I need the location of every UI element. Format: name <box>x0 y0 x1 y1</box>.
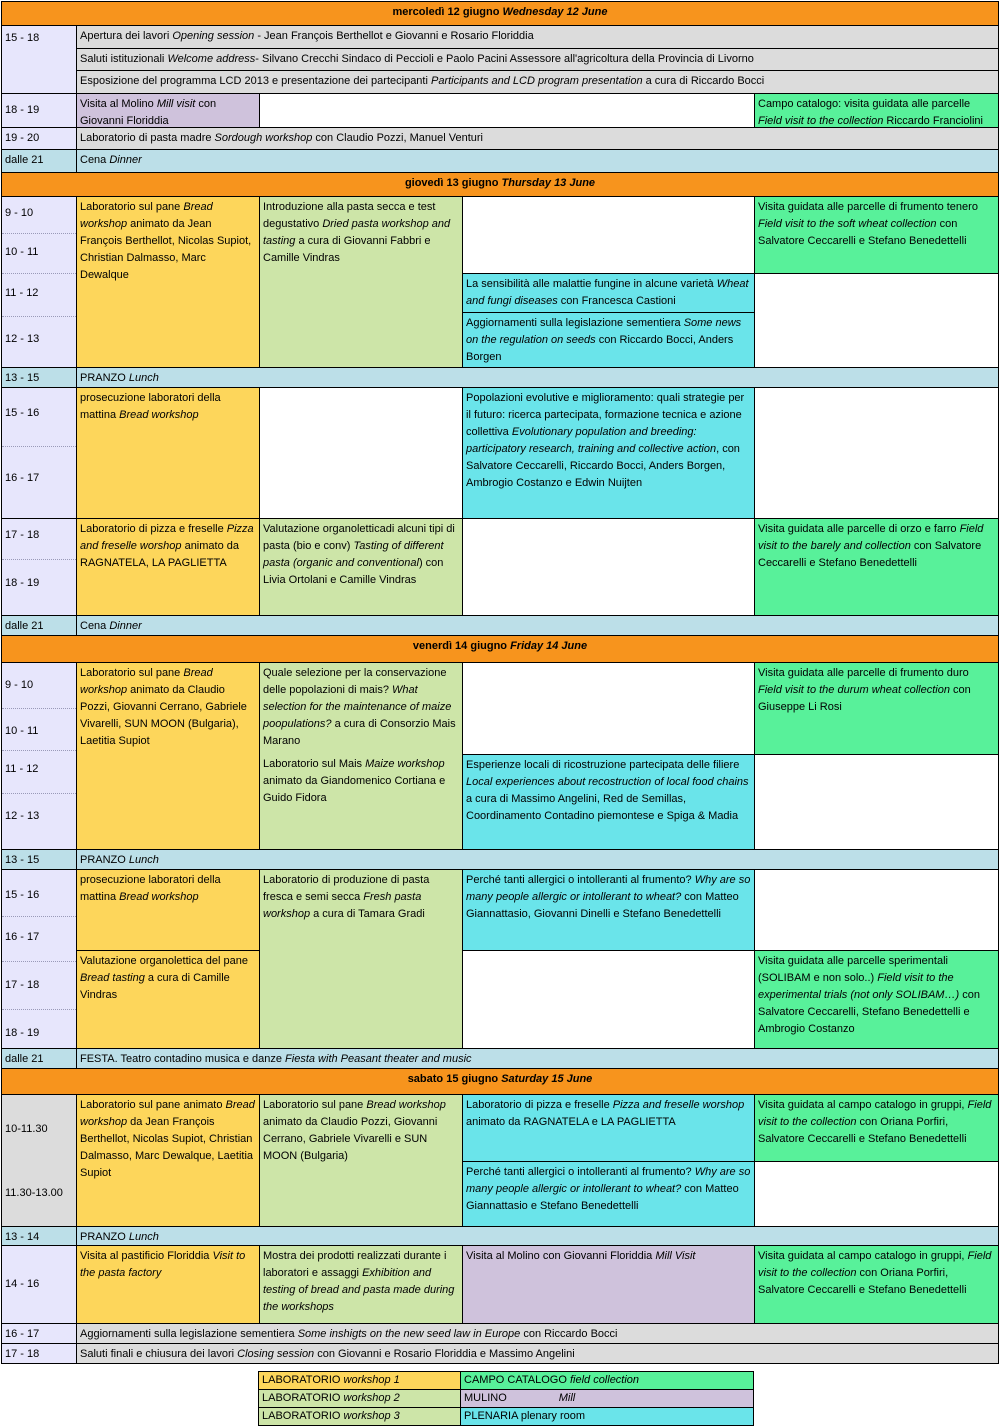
english-text: Field visit to the soft wheat collection <box>758 218 937 230</box>
detail-text: a cura di Camille Vindras <box>80 972 230 1001</box>
legend-label-english: workshop 3 <box>343 1410 400 1422</box>
time-divider <box>2 316 76 317</box>
english-text: Dried pasta workshop and tasting <box>263 218 451 247</box>
italian-text: prosecuzione laboratori della mattina <box>80 392 221 421</box>
detail-text: animato da Giandomenico Cortiana e Guido Fidora <box>263 775 446 804</box>
fresh-pasta-workshop <box>259 869 463 1049</box>
time-slot <box>1 1048 77 1069</box>
time-divider <box>2 273 76 274</box>
italian-text: Cena <box>80 620 110 632</box>
bread-workshop-continued <box>76 387 260 519</box>
time-label: 15 - 16 <box>5 407 40 419</box>
time-label: 13 - 15 <box>5 854 40 866</box>
english-text: Tasting of different pasta (organic and conventional <box>263 540 444 569</box>
italian-text: Mostra dei prodotti realizzati durante i laboratori e assaggi <box>263 1250 447 1279</box>
time-label: 13 - 14 <box>5 1231 40 1243</box>
italian-text: Visita al Molino <box>80 98 157 110</box>
detail-text: ) con Livia Ortolani e Camille Vindras <box>263 557 444 586</box>
english-text: Field visit to the collection <box>758 115 884 127</box>
dinner <box>76 615 999 636</box>
detail-text: Riccardo Franciolini <box>883 115 983 127</box>
english-text: Bread tasting <box>80 972 145 984</box>
bread-workshop <box>76 196 260 368</box>
italian-text: Laboratorio sul pane <box>80 667 184 679</box>
time-divider <box>2 961 76 962</box>
legend-label: LABORATORIO <box>262 1374 344 1386</box>
schedule-table <box>1 1 999 1363</box>
time-divider <box>2 559 76 560</box>
english-text: Dinner <box>109 154 142 166</box>
english-text: Lunch <box>128 372 159 384</box>
detail-text: con Salvatore Ceccarelli, Stefano Benedettelli e Ambrogio Costanzo <box>758 989 980 1035</box>
italian-text: Valutazione organoletticadi alcuni tipi di pasta (bio e conv) <box>263 523 455 552</box>
empty-slot <box>462 950 755 1049</box>
detail-text: animato da Jean François Berthellot, Nicolas Supiot, Christian Dalmasso, Marc Dewalque <box>80 218 252 281</box>
detail-text: - Jean François Berthellot e Giovanni e Rosario Floriddia <box>254 30 534 42</box>
detail-text: con Salvatore Ceccarelli e Stefano Benedettelli <box>758 218 967 247</box>
italian-text: Quale selezione per la conservazione delle popolazioni di mais? <box>263 667 447 696</box>
legend-item <box>460 1371 754 1390</box>
day-title-english: Friday 14 June <box>510 640 588 652</box>
detail-text: con Giovanni Floriddia <box>80 98 217 127</box>
time-label: 9 - 10 <box>5 679 34 691</box>
time-slot <box>1 869 77 1049</box>
bread-workshop <box>76 662 260 850</box>
italian-text: Laboratorio sul pane animato <box>80 1099 226 1111</box>
italian-text: Saluti istituzionali <box>80 53 168 65</box>
italian-text: PRANZO <box>80 1231 129 1243</box>
field-visit-experimental <box>754 950 999 1049</box>
italian-text: PRANZO <box>80 854 129 866</box>
italian-text: Aggiornamenti sulla legislazione sementiera <box>80 1328 298 1340</box>
time-slot <box>1 662 77 850</box>
time-slot <box>1 1094 77 1227</box>
english-text: Some inshigts on the new seed law in Europe <box>297 1328 521 1340</box>
detail-text: da Jean François Berthellot, Nicolas Supiot, Christian Dalmasso, Marc Dewalque, Laetitia Supiot <box>80 1116 254 1179</box>
plenary-opening <box>76 25 999 49</box>
english-text: Why are so many people allergic or intollerant to wheat? <box>466 874 751 903</box>
time-label: 19 - 20 <box>5 132 40 144</box>
field-visit-durum-wheat <box>754 662 999 755</box>
time-divider <box>2 750 76 751</box>
english-text: Field visit to the experimental trials (not only SOLIBAM…) <box>758 972 960 1001</box>
time-slot <box>1 1343 77 1364</box>
english-text: Bread workshop <box>80 1099 255 1128</box>
lunch <box>76 849 999 870</box>
english-text: Bread workshop <box>366 1099 446 1111</box>
english-text: Pizza and freselle worshop <box>612 1099 745 1111</box>
empty-slot <box>462 196 755 274</box>
day-title: venerdì 14 giugno <box>412 640 511 652</box>
english-text: Opening session <box>172 30 255 42</box>
detail-text: con Riccardo Bocci, Anders Borgen <box>466 334 734 363</box>
talk-local-experiences <box>462 754 755 850</box>
plenary-presentation <box>76 70 999 94</box>
time-slot <box>1 149 77 173</box>
italian-text: Visita guidata alle parcelle di frumento tenero <box>758 201 978 213</box>
english-text: Field visit to the durum wheat collection <box>758 684 950 696</box>
legend-item <box>460 1407 754 1426</box>
time-label: 17 - 18 <box>5 979 40 991</box>
time-label: 11 - 12 <box>5 763 39 775</box>
time-label: 18 - 19 <box>5 1027 40 1039</box>
detail-text: animato da Claudio Pozzi, Giovanni Cerrano, Gabriele Vivarelli, SUN MOON (Bulgaria), Laetitia Supiot <box>80 684 247 747</box>
italian-text: Esposizione del programma LCD 2013 e presentazione dei partecipanti <box>80 75 431 87</box>
detail-text: , con Salvatore Ceccarelli, Riccardo Bocci, Anders Borgen, Ambrogio Costanzo e Edwin Nuijten <box>466 443 740 489</box>
english-text: Sordough workshop <box>214 132 313 144</box>
time-label: 15 - 16 <box>5 889 40 901</box>
italian-text: Aggiornamenti sulla legislazione sementiera <box>466 317 684 329</box>
time-divider <box>2 708 76 709</box>
legend-item <box>258 1389 461 1408</box>
empty-slot <box>754 754 999 850</box>
time-slot <box>1 25 77 94</box>
time-label: 10 - 11 <box>5 246 39 258</box>
legend-label: CAMPO CATALOGO <box>464 1374 570 1386</box>
plenary-welcome <box>76 48 999 71</box>
empty-slot <box>259 93 755 128</box>
detail-text: animato da Claudio Pozzi, Giovanni Cerrano, Gabriele Vivarelli e SUN MOON (Bulgaria) <box>263 1116 438 1162</box>
time-divider <box>2 446 76 447</box>
english-text: Welcome address <box>167 53 256 65</box>
detail-text: con Giuseppe Li Rosi <box>758 684 971 713</box>
italian-text: Laboratorio di pasta madre <box>80 132 215 144</box>
day-title-english: Thursday 13 June <box>501 177 596 189</box>
field-visit-barley <box>754 518 999 616</box>
time-label: 11.30-13.00 <box>5 1187 63 1199</box>
italian-text: prosecuzione laboratori della mattina <box>80 874 221 903</box>
italian-text: Perché tanti allergici o intolleranti al frumento? <box>466 1166 695 1178</box>
english-text: Dinner <box>109 620 142 632</box>
italian-text: PRANZO <box>80 372 129 384</box>
italian-text: Esperienze locali di ricostruzione partecipata delle filiere <box>466 759 740 771</box>
legend-label-english: field collection <box>569 1374 640 1386</box>
english-text: Visit to the pasta factory <box>80 1250 246 1279</box>
time-slot <box>1 196 77 368</box>
detail-text: - Silvano Crecchi Sindaco di Peccioli e Paolo Pacini Assessore all'agricoltura della Provincia di Livorno <box>255 53 754 65</box>
english-text: Pizza and freselle worshop <box>80 523 254 552</box>
day-header <box>1 1 999 26</box>
english-text: Lunch <box>128 1231 159 1243</box>
talk-wheat-allergy <box>462 869 755 951</box>
detail-text: a cura di Massimo Angelini, Red de Semillas, Coordinamento Contadino piemontese e Spiga & Madia <box>466 793 739 822</box>
talk-fungi-diseases <box>462 273 755 313</box>
english-text: Lunch <box>128 854 159 866</box>
detail-text: con Oriana Porfiri, Salvatore Ceccarelli e Stefano Benedettelli <box>758 1267 967 1296</box>
bread-workshop-continued <box>76 869 260 951</box>
time-label: 16 - 17 <box>5 472 40 484</box>
time-divider <box>2 233 76 234</box>
time-slot <box>1 387 77 519</box>
time-slot <box>1 518 77 616</box>
empty-slot <box>754 387 999 519</box>
time-slot <box>1 367 77 388</box>
english-text: Some news on the regulation on seeds <box>466 317 742 346</box>
legend-label: MULINO <box>464 1392 559 1404</box>
lunch <box>76 367 999 388</box>
lunch <box>76 1226 999 1246</box>
time-label: 10 - 11 <box>5 725 39 737</box>
english-text: Field visit to the barely and collection <box>758 523 984 552</box>
legend-label: LABORATORIO <box>262 1392 344 1404</box>
time-label: 9 - 10 <box>5 207 34 219</box>
italian-text: Visita guidata alle parcelle sperimentali (SOLIBAM e non solo..) <box>758 955 948 984</box>
fiesta <box>76 1048 999 1069</box>
english-text: Mill visit <box>156 98 196 110</box>
english-text: Fresh pasta workshop <box>263 891 422 920</box>
detail-text: con Oriana Porfiri, Salvatore Ceccarelli e Stefano Benedettelli <box>758 1116 967 1145</box>
legend-label: PLENARIA plenary room <box>464 1410 586 1422</box>
time-label: dalle 21 <box>5 1053 44 1065</box>
time-slot <box>1 615 77 636</box>
day-title: mercoledì 12 giugno <box>392 6 503 18</box>
legend-item <box>258 1371 461 1390</box>
english-text: Evolutionary population and breeding: participatory research, training and collective action <box>466 426 717 455</box>
detail-text: con Salvatore Ceccarelli e Stefano Benedettelli <box>758 540 982 569</box>
italian-text: Cena <box>80 154 110 166</box>
time-label: 14 - 16 <box>5 1278 40 1290</box>
legend-item <box>460 1389 754 1408</box>
legend-label-english: workshop 1 <box>343 1374 400 1386</box>
italian-text: Valutazione organolettica del pane <box>80 955 248 967</box>
time-label: 12 - 13 <box>5 810 40 822</box>
legend-label-english: Mill <box>558 1392 576 1404</box>
day-header <box>1 1068 999 1095</box>
italian-text: Visita guidata al campo catalogo in gruppi, <box>758 1099 968 1111</box>
bread-tasting <box>76 950 260 1049</box>
bread-workshop <box>76 1094 260 1227</box>
bread-workshop-2 <box>259 1094 463 1227</box>
products-exhibition <box>259 1245 463 1324</box>
day-title: giovedì 13 giugno <box>404 177 502 189</box>
detail-text: con Matteo Giannattasio, Giovanni Dinelli e Stefano Benedettelli <box>466 891 739 920</box>
legend-label-english: workshop 2 <box>343 1392 400 1404</box>
english-text: Exhibition and testing of bread and pasta made during the workshops <box>263 1267 455 1313</box>
english-text: Closing session <box>237 1348 315 1360</box>
pizza-workshop <box>462 1094 755 1162</box>
english-text: Bread workshop <box>80 201 213 230</box>
italian-text: Introduzione alla pasta secca e test degustativo <box>263 201 436 230</box>
dinner <box>76 149 999 173</box>
time-label: 15 - 18 <box>5 32 40 44</box>
english-text: Mill Visit <box>655 1250 696 1262</box>
pasta-factory-visit <box>76 1245 260 1324</box>
color-legend <box>258 1371 754 1425</box>
day-header <box>1 635 999 663</box>
italian-text: Laboratorio di produzione di pasta fresca e semi secca <box>263 874 430 903</box>
time-label: 16 - 17 <box>5 1328 40 1340</box>
time-slot <box>1 1323 77 1344</box>
italian-text: Visita al Molino con Giovanni Floriddia <box>466 1250 656 1262</box>
italian-text: Laboratorio sul pane <box>80 201 184 213</box>
day-title-english: Saturday 15 June <box>501 1073 593 1085</box>
detail-text: a cura di Consorzio Mais Marano <box>263 718 456 747</box>
day-title: sabato 15 giugno <box>407 1073 502 1085</box>
detail-text: con Francesca Castioni <box>557 295 676 307</box>
time-label: 16 - 17 <box>5 931 40 943</box>
english-text: Local experiences about recostruction of local food chains <box>466 776 749 788</box>
english-text: Fiesta with Peasant theater and music <box>285 1053 472 1065</box>
italian-text: Apertura dei lavori <box>80 30 173 42</box>
time-label: 17 - 18 <box>5 529 40 541</box>
english-text: Maize workshop <box>365 758 445 770</box>
italian-text: Perché tanti allergici o intolleranti al frumento? <box>466 874 695 886</box>
english-text: Field visit to the collection <box>758 1099 992 1128</box>
italian-text: Popolazioni evolutive e miglioramento: quali strategie per il futuro: ricerca partecipata, formazione tecnica e azione collettiva <box>466 392 745 438</box>
english-text: Participants and LCD program presentation <box>431 75 643 87</box>
detail-text: a cura di Tamara Gradi <box>310 908 425 920</box>
talk-seed-regulation <box>462 312 755 368</box>
time-label: 13 - 15 <box>5 372 40 384</box>
empty-slot <box>462 662 755 755</box>
english-text: What selection for the maintenance of maize poopulations? <box>263 684 452 730</box>
time-label: 18 - 19 <box>5 104 40 116</box>
time-label: 17 - 18 <box>5 1348 40 1360</box>
detail-text: a cura di Riccardo Bocci <box>642 75 765 87</box>
italian-text: Campo catalogo: visita guidata alle parcelle <box>758 98 971 110</box>
talk-seed-law <box>76 1323 999 1344</box>
italian-text: Visita guidata alle parcelle di frumento duro <box>758 667 969 679</box>
time-label: 12 - 13 <box>5 333 40 345</box>
detail-text: con Riccardo Bocci <box>520 1328 618 1340</box>
closing-session <box>76 1343 999 1364</box>
time-slot <box>1 127 77 150</box>
legend-item <box>258 1407 461 1426</box>
english-text: Bread workshop <box>119 409 199 421</box>
time-slot <box>1 1245 77 1324</box>
english-text: Bread workshop <box>80 667 213 696</box>
detail-text: con Matteo Giannattasio e Stefano Benedettelli <box>466 1183 739 1212</box>
field-visit-soft-wheat <box>754 196 999 274</box>
field-visit-groups <box>754 1245 999 1324</box>
mill-visit <box>462 1245 755 1324</box>
maize-workshop <box>263 756 457 807</box>
detail-text: a cura di Giovanni Fabbri e Camille Vindras <box>263 235 431 264</box>
english-text: Why are so many people allergic or intollerant to wheat? <box>466 1166 751 1195</box>
time-divider <box>2 1009 76 1010</box>
time-label: 11 - 12 <box>5 287 39 299</box>
legend-label: LABORATORIO <box>262 1410 344 1422</box>
italian-text: Visita guidata alle parcelle di orzo e farro <box>758 523 960 535</box>
time-label: dalle 21 <box>5 620 44 632</box>
italian-text: Visita guidata al campo catalogo in gruppi, <box>758 1250 968 1262</box>
italian-text: Laboratorio sul pane <box>263 1099 367 1111</box>
english-text: Wheat and fungi diseases <box>466 278 749 307</box>
talk-wheat-allergy <box>462 1161 755 1227</box>
italian-text: Laboratorio di pizza e freselle <box>80 523 227 535</box>
english-text: Field visit to the collection <box>758 1250 992 1279</box>
time-slot <box>1 93 77 128</box>
time-label: 10-11.30 <box>5 1123 48 1135</box>
italian-text: Saluti finali e chiusura dei lavori <box>80 1348 238 1360</box>
field-visit <box>754 93 999 128</box>
talk-evolutionary-populations <box>462 387 755 519</box>
day-header <box>1 172 999 197</box>
time-divider <box>2 916 76 917</box>
pizza-workshop <box>76 518 260 616</box>
dried-pasta-workshop <box>259 196 463 368</box>
field-visit-groups <box>754 1094 999 1162</box>
empty-slot <box>754 1161 999 1227</box>
empty-slot <box>754 869 999 951</box>
empty-slot <box>754 273 999 368</box>
empty-slot <box>462 518 755 616</box>
italian-text: Laboratorio sul Mais <box>263 758 366 770</box>
time-divider <box>2 793 76 794</box>
mill-visit <box>76 93 260 128</box>
italian-text: La sensibilità alle malattie fungine in alcune varietà <box>466 278 717 290</box>
day-title-english: Wednesday 12 June <box>502 6 608 18</box>
detail-text: con Claudio Pozzi, Manuel Venturi <box>312 132 483 144</box>
time-label: 18 - 19 <box>5 577 40 589</box>
sourdough-workshop <box>76 127 999 150</box>
time-slot <box>1 1226 77 1246</box>
detail-text: animato da RAGNATELA e LA PAGLIETTA <box>466 1116 676 1128</box>
italian-text: FESTA. Teatro contadino musica e danze <box>80 1053 286 1065</box>
english-text: Bread workshop <box>119 891 199 903</box>
italian-text: Laboratorio di pizza e freselle <box>466 1099 613 1111</box>
empty-slot <box>259 387 463 519</box>
detail-text: con Giovanni e Rosario Floriddia e Massimo Angelini <box>314 1348 575 1360</box>
time-slot <box>1 849 77 870</box>
pasta-tasting <box>259 518 463 616</box>
time-label: dalle 21 <box>5 154 44 166</box>
detail-text: animato da RAGNATELA, LA PAGLIETTA <box>80 540 239 569</box>
italian-text: Visita al pastificio Floriddia <box>80 1250 213 1262</box>
